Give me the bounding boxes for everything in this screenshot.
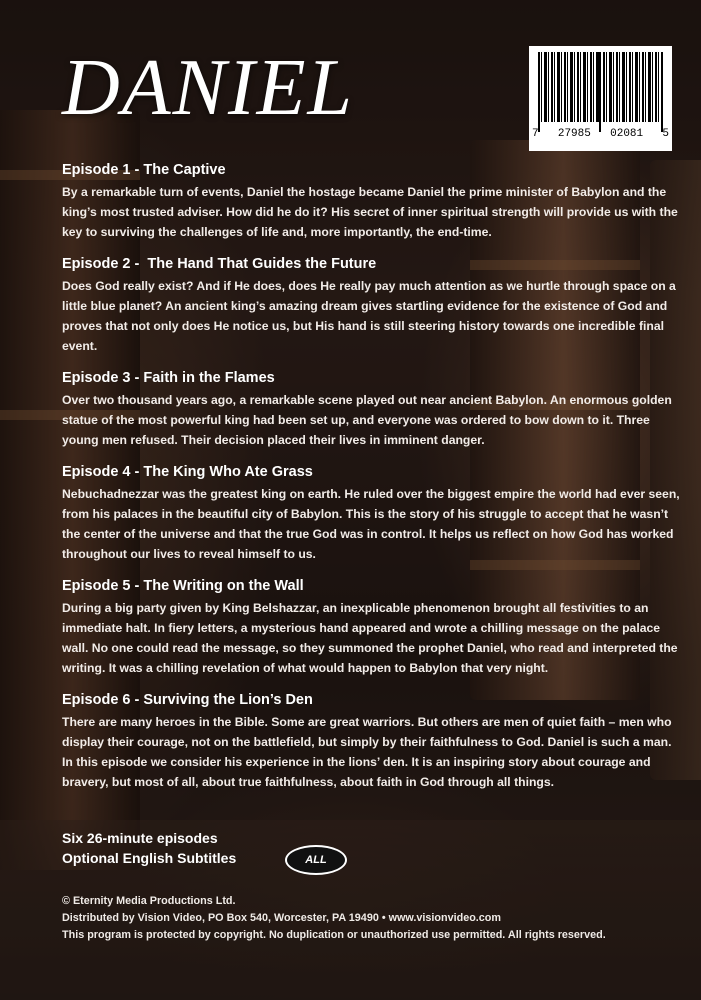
barcode xyxy=(529,46,672,151)
episode-heading: Episode 4 - The King Who Ate Grass xyxy=(62,464,313,480)
barcode-guard xyxy=(661,52,663,132)
subtitles-text: Optional English Subtitles xyxy=(62,850,237,866)
episode-description: Does God really exist? And if He does, does He really pay much attention as we hurtle through space on a little blue planet? An ancient king’s amazing dream gives startling evidence for the existence of God and proves that not only does He notice us, but His hand is still steering history towards one incredible final event. xyxy=(62,279,676,353)
episode-description: Nebuchadnezzar was the greatest king on earth. He ruled over the biggest empire the world had ever seen, from his palaces in the beautiful city of Babylon. This is the story of his struggle to accept that he wasn’t the center of the universe and that the true God was in control. It helps us reflect on how God has worked throughout our lives to reveal himself to us. xyxy=(62,487,680,561)
barcode-digit-first: 7 xyxy=(532,128,539,140)
footer xyxy=(62,893,606,944)
episode-2 xyxy=(62,254,682,356)
distributor-text: Distributed by Vision Video, PO Box 540, Worcester, PA 19490 • www.visionvideo.com xyxy=(62,912,501,924)
barcode-digits-left: 27985 xyxy=(557,128,591,140)
page-title: DANIEL xyxy=(62,44,354,132)
episode-heading: Episode 1 - The Captive xyxy=(62,162,226,178)
episode-count-text: Six 26-minute episodes xyxy=(62,830,218,846)
episode-description: There are many heroes in the Bible. Some are great warriors. But others are men of quiet faith – men who display their courage, not on the battlefield, but simply by their faithfulness to God. Daniel is such a man. In this episode we consider his experience in the lions’ den. It is an inspiring story about courage and bravery, but most of all, about true faithfulness, about faith in God through all things. xyxy=(62,715,672,789)
program-info xyxy=(62,828,236,868)
episode-5 xyxy=(62,576,682,678)
episode-list xyxy=(62,160,682,804)
barcode-guard xyxy=(538,52,540,132)
episode-heading: Episode 5 - The Writing on the Wall xyxy=(62,578,304,594)
copyright-notice: This program is protected by copyright. No duplication or unauthorized use permitted. All rights reserved. xyxy=(62,929,606,941)
episode-3 xyxy=(62,368,682,450)
episode-description: During a big party given by King Belshazzar, an inexplicable phenomenon brought all festivities to an immediate halt. In fiery letters, a mysterious hand appeared and wrote a chilling message on the palace wall. No one could read the message, so they summoned the prophet Daniel, who read and interpreted the writing. It was a chilling revelation of what would happen to Babylon that very night. xyxy=(62,601,678,675)
copyright-text: © Eternity Media Productions Ltd. xyxy=(62,895,236,907)
barcode-number xyxy=(532,128,669,140)
barcode-digit-last: 5 xyxy=(662,128,669,140)
rating-logo: ALL xyxy=(285,845,347,875)
episode-heading: Episode 2 - The Hand That Guides the Future xyxy=(62,256,377,272)
barcode-digits-right: 02081 xyxy=(610,128,644,140)
barcode-guard xyxy=(599,52,601,132)
episode-4 xyxy=(62,462,682,564)
episode-6 xyxy=(62,690,682,792)
episode-heading: Episode 6 - Surviving the Lion’s Den xyxy=(62,692,313,708)
episode-description: Over two thousand years ago, a remarkable scene played out near ancient Babylon. An enormous golden statue of the most powerful king had been set up, and everyone was ordered to bow down to it. Three young men refused. Their decision placed their lives in imminent danger. xyxy=(62,393,672,447)
episode-description: By a remarkable turn of events, Daniel the hostage became Daniel the prime minister of Babylon and the king’s most trusted adviser. How did he do it? His secret of inner spiritual strength will provide us with the key to surviving the challenges of life and, more importantly, the end-time. xyxy=(62,185,678,239)
episode-1 xyxy=(62,160,682,242)
episode-heading: Episode 3 - Faith in the Flames xyxy=(62,370,275,386)
